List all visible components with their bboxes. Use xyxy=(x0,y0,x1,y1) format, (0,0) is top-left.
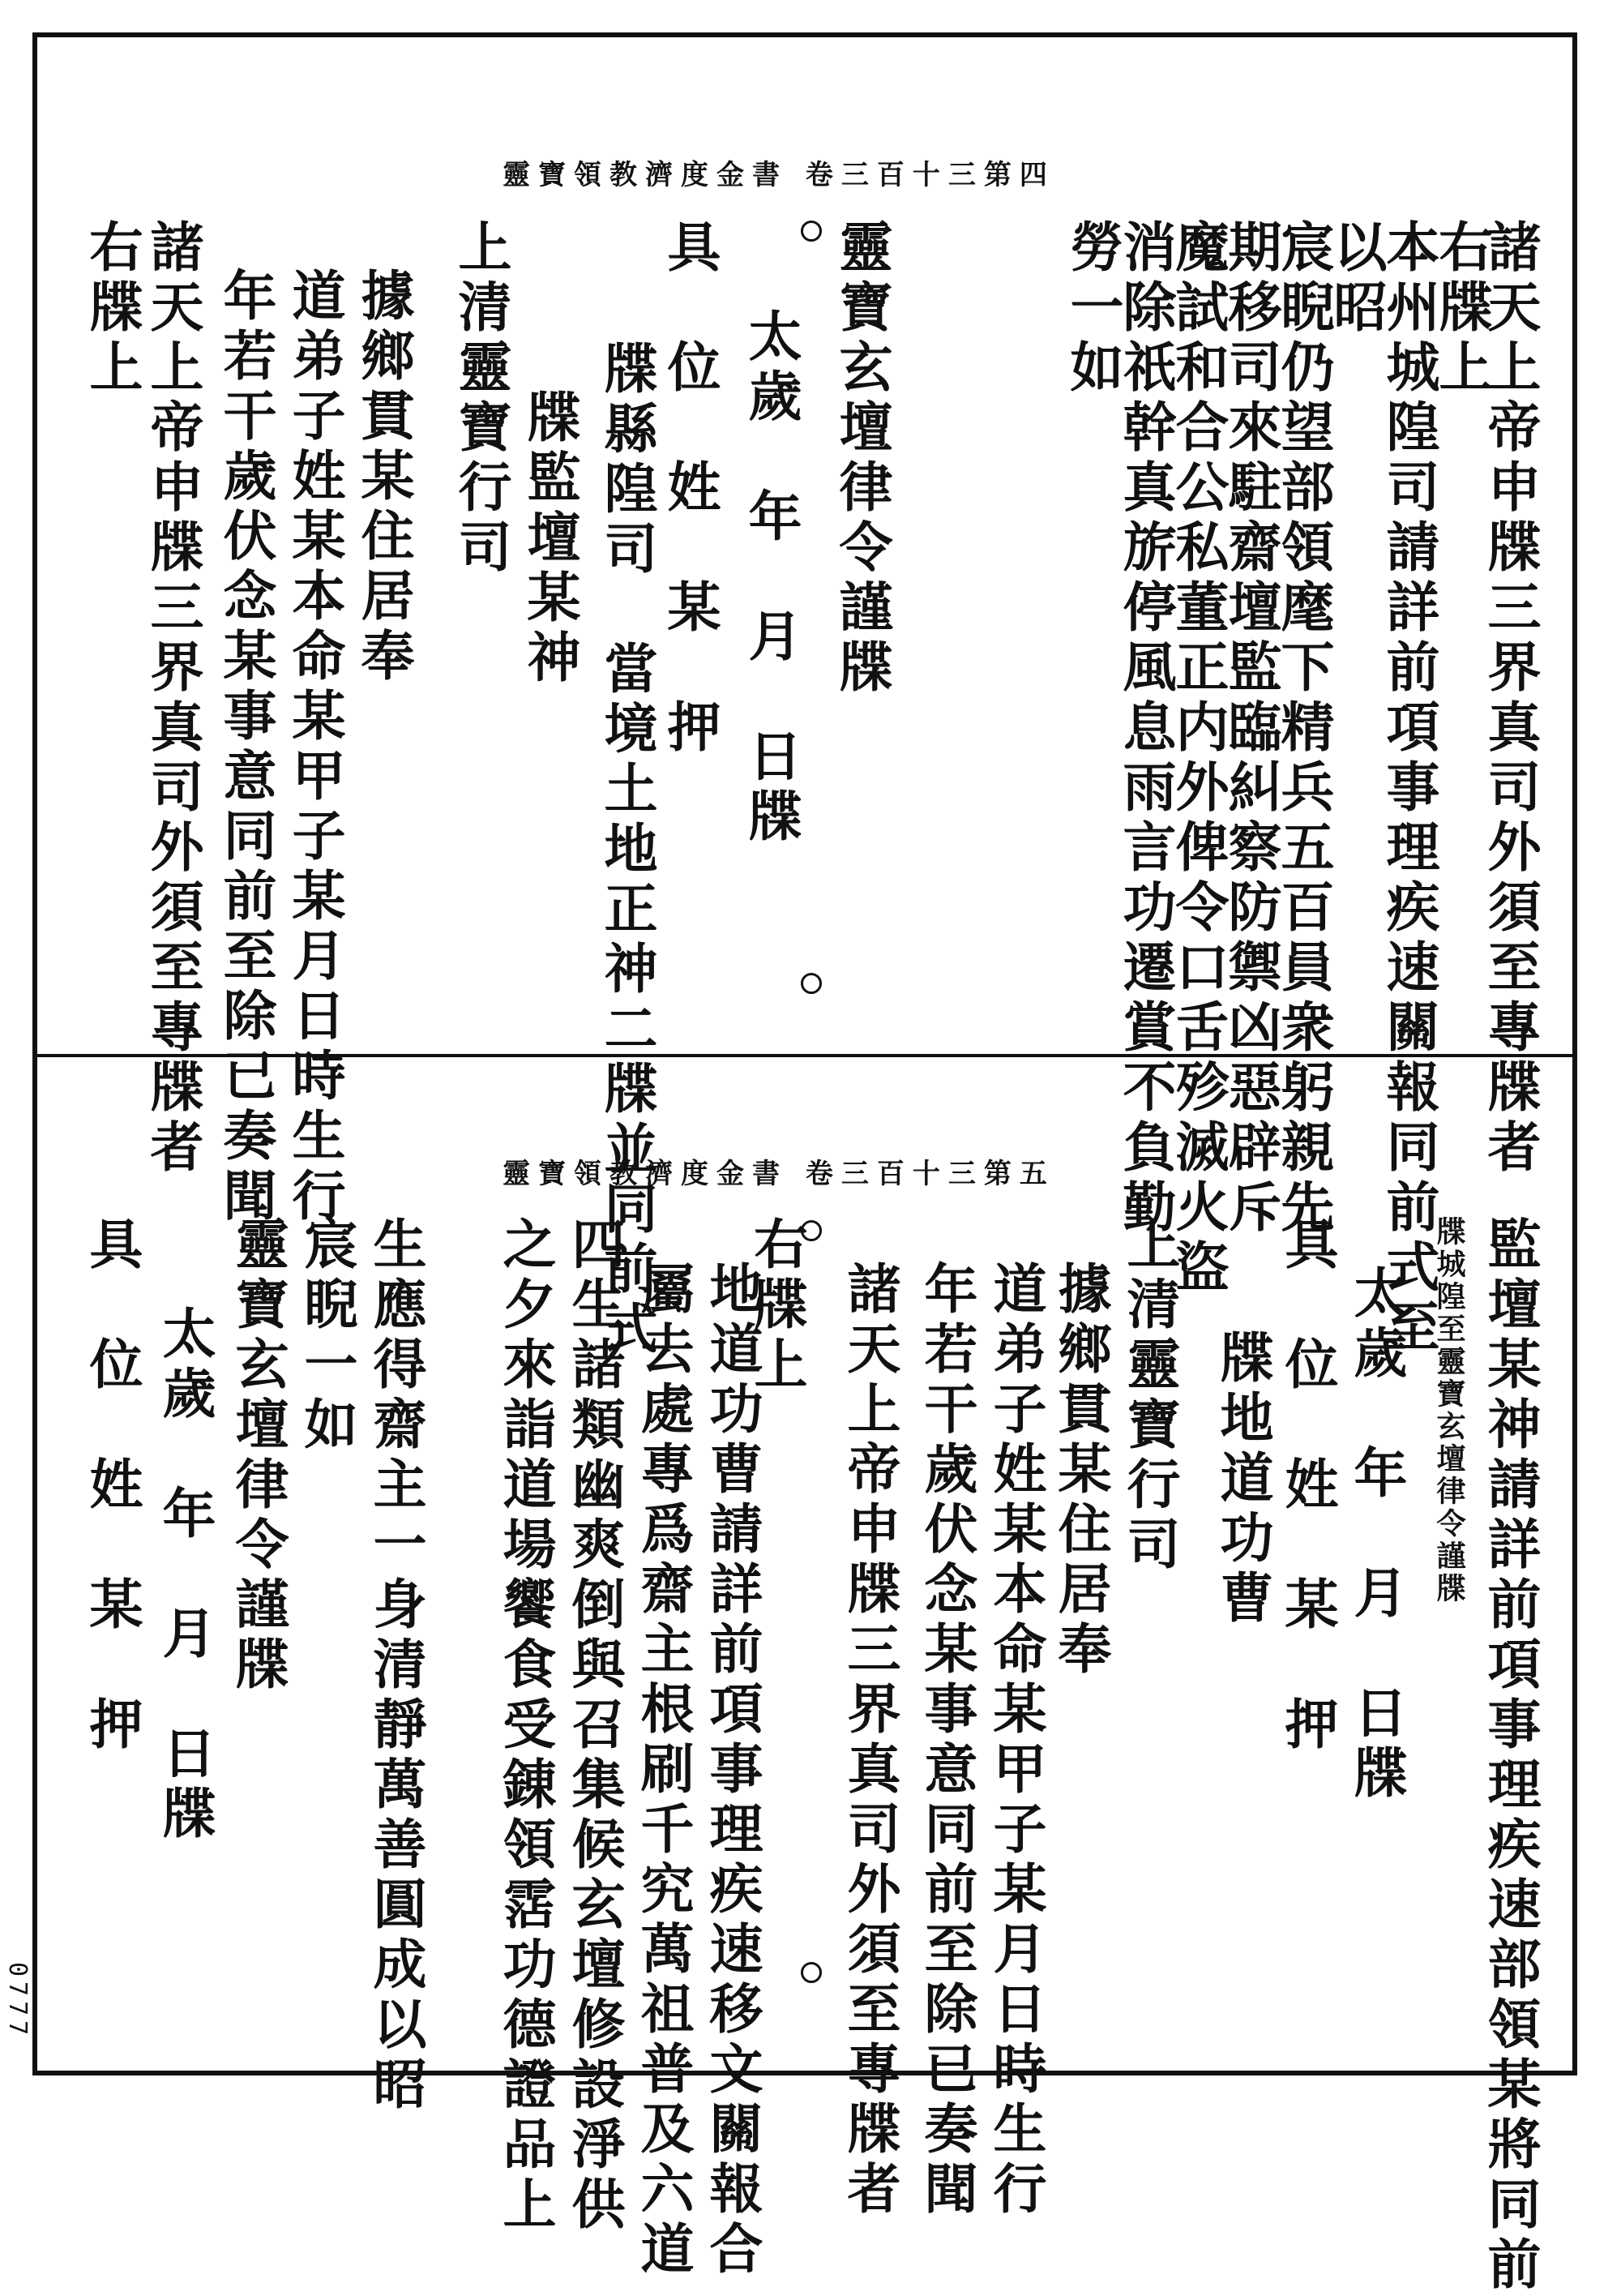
bottom-column-16: 生應得齋主一身清靜萬善圓成以昭 xyxy=(364,1216,427,2116)
top-column-17: 道弟子姓某本命某甲子某月日時生行 xyxy=(283,268,346,1227)
bottom-running-header: 靈寶領教濟度金書 卷三百十三第五 xyxy=(503,1158,1055,1190)
top-running-header: 靈寶領教濟度金書 卷三百十三第四 xyxy=(503,159,1055,191)
bottom-column-18: 靈寶玄壇律令謹牒 xyxy=(226,1216,289,1696)
top-column-16: 據鄉貫某住居奉 xyxy=(352,268,415,688)
top-column-1: 諸天上帝申牒三界真司外須至專牒者 xyxy=(1478,219,1542,1179)
top-column-10: 靈寶玄壇律令謹牒 xyxy=(830,219,893,699)
top-column-20: 右牒上 xyxy=(80,219,143,399)
bottom-column-14: 四生諸類幽爽倒與召集候玄壇修設淨供 xyxy=(562,1216,626,2236)
bottom-column-9: 年若干歲伏念某事意同前至除已奏聞 xyxy=(915,1261,978,2221)
bottom-column-20: 具 位 姓 某 押 xyxy=(80,1216,143,1756)
top-column-9: 勞一如 xyxy=(1061,219,1124,399)
top-column-19: 諸天上帝申牒三界真司外須至專牒者 xyxy=(141,219,204,1179)
top-column-12: 具 位 姓 某 押 xyxy=(658,219,721,759)
bottom-column-4: 具 位 姓 某 押 xyxy=(1276,1216,1339,1756)
top-column-18: 年若干歲伏念某事意同前至除已奏聞 xyxy=(214,268,277,1227)
bottom-column-8: 道弟子姓某本命某甲子某月日時生行 xyxy=(984,1261,1047,2221)
bottom-column-7: 據鄉貫某住居奉 xyxy=(1049,1261,1112,1681)
bottom-circle-marker-lower xyxy=(801,1962,822,1983)
bottom-column-12: 地道功曹請詳前項事理疾速移文關報合 xyxy=(700,1261,763,2281)
top-column-14: 牒監壇某神 xyxy=(518,389,581,689)
margin-page-number: 0777 xyxy=(3,1962,32,2041)
top-circle-marker-lower xyxy=(801,973,822,994)
top-circle-marker-upper xyxy=(801,221,822,242)
top-column-13: 牒縣隍司 當境土地正神二牒並同前式 xyxy=(595,341,658,1360)
top-column-6: 期移司來駐齋壇監臨糾察防禦凶惡辟斥 xyxy=(1219,219,1282,1239)
bottom-column-10: 諸天上帝申牒三界真司外須至專牒者 xyxy=(838,1261,901,2221)
bottom-column-6: 上清靈寶行司 xyxy=(1118,1216,1181,1576)
top-column-15: 上清靈寶行司 xyxy=(449,219,512,579)
top-column-7: 魔試和合公私董正内外俾令口舌殄滅火盜 xyxy=(1166,219,1230,1299)
bottom-column-13: 屬去處專爲齋主根刷千究萬祖普及六道 xyxy=(631,1261,695,2281)
bottom-column-1: 監壇某神請詳前項事理疾速部領某將同前 xyxy=(1478,1216,1542,2296)
bottom-column-11: 右牒上 xyxy=(745,1216,808,1396)
bottom-column-3: 太歲 年 月 日牒 xyxy=(1345,1265,1408,1805)
bottom-circle-marker-upper xyxy=(801,1220,822,1241)
bottom-column-17: 宸睨一如 xyxy=(295,1216,358,1456)
bottom-column-15: 之夕來詣道場饗食受錬領霑功德證品上 xyxy=(494,1216,557,2236)
bottom-column-19: 太歲 年 月 日牒 xyxy=(153,1305,216,1845)
top-column-3: 本州城隍司請詳前項事理疾速關報同前式至 xyxy=(1377,219,1440,1359)
top-column-8: 消除祇幹真旂停風息雨言功遷賞不負勤 xyxy=(1114,219,1177,1239)
top-column-5: 宸睨仍望部領麾下精兵五百員衆躬親先 xyxy=(1272,219,1335,1239)
top-column-2: 右牒上 xyxy=(1430,219,1493,399)
bottom-column-2: 牒城隍至靈寶玄壇律令謹牒 xyxy=(1432,1216,1466,1605)
bottom-column-5: 牒地道功曹 xyxy=(1211,1330,1274,1630)
top-column-4: 以昭 xyxy=(1324,219,1388,339)
top-column-11: 太歲 年 月 日牒 xyxy=(739,308,802,848)
